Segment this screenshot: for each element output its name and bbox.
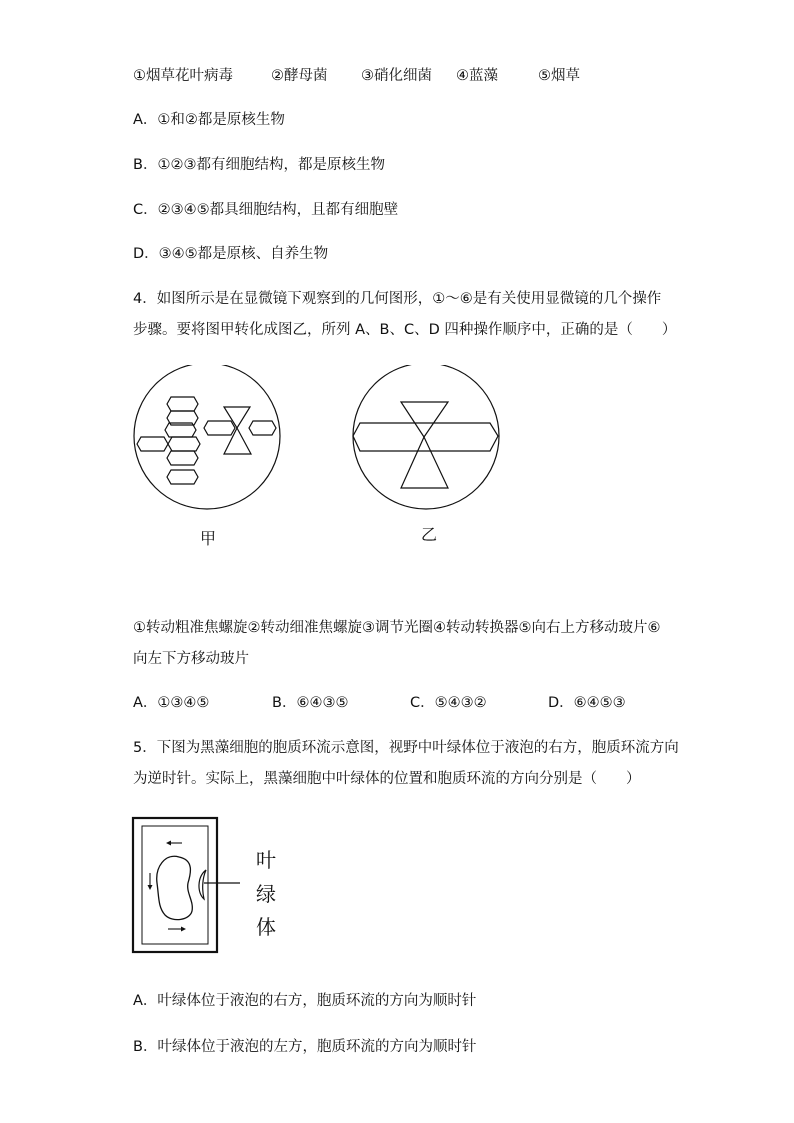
microscope-view-figure (130, 365, 510, 515)
q3-item-3: ③硝化细菌 (361, 68, 432, 84)
q4-option-d: D．⑥④⑤③ (548, 695, 626, 711)
triangle-shape (401, 402, 448, 437)
hexagon-shape (204, 421, 235, 435)
cell-wall-outer (133, 818, 217, 952)
hexagon-shape (167, 451, 198, 465)
chloroplast-label-2: 绿 (256, 882, 276, 906)
chloroplast-label-3: 体 (256, 915, 276, 939)
q4-option-c: C．⑤④③② (410, 695, 487, 711)
vacuole-shape (157, 856, 193, 919)
q3-option-c: C．②③④⑤都具细胞结构，且都有细胞壁 (133, 202, 399, 218)
q3-item-1: ①烟草花叶病毒 (133, 68, 233, 84)
hexagon-shape (249, 421, 276, 435)
hexagon-shape (167, 470, 198, 484)
q4-steps-line1: ①转动粗准焦螺旋②转动细准焦螺旋③调节光圈④转动转换器⑤向右上方移动玻片⑥ (133, 620, 661, 636)
q4-steps-line2: 向左下方移动玻片 (133, 651, 249, 667)
q3-option-a: A．①和②都是原核生物 (133, 112, 285, 128)
figure-label-jia: 甲 (200, 529, 217, 548)
figure-label-yi: 乙 (421, 525, 438, 544)
q3-item-5: ⑤烟草 (538, 68, 580, 84)
triangle-shape (224, 428, 251, 454)
triangle-shape (224, 407, 250, 428)
q4-option-b: B．⑥④③⑤ (272, 695, 349, 711)
triangle-shape (401, 437, 448, 488)
q3-item-2: ②酵母菌 (271, 68, 328, 84)
q3-option-d: D．③④⑤都是原核、自养生物 (133, 246, 329, 262)
chloroplast-label-1: 叶 (256, 848, 276, 872)
chloroplast-shape (199, 870, 206, 899)
q5-stem-line1: 5．下图为黑藻细胞的胞质环流示意图，视野中叶绿体位于液泡的右方，胞质环流方向 (133, 740, 679, 756)
hexagon-shape (167, 397, 198, 411)
q4-option-a: A．①③④⑤ (133, 695, 210, 711)
q5-stem-line2: 为逆时针。实际上，黑藻细胞中叶绿体的位置和胞质环流的方向分别是（ ） (133, 771, 641, 787)
hexagon-shape (137, 437, 168, 451)
q5-option-a: A．叶绿体位于液泡的右方，胞质环流的方向为顺时针 (133, 993, 477, 1009)
q3-item-4: ④蓝藻 (456, 68, 498, 84)
hexagon-shape (353, 423, 498, 451)
field-of-view-right (353, 365, 499, 509)
q4-stem-line1: 4．如图所示是在显微镜下观察到的几何图形，①～⑥是有关使用显微镜的几个操作 (133, 291, 662, 307)
q4-stem-line2: 步骤。要将图甲转化成图乙，所列 A、B、C、D 四种操作顺序中，正确的是（ ） (133, 322, 677, 338)
cytoplasmic-streaming-figure (130, 815, 250, 955)
q5-option-b: B．叶绿体位于液泡的左方，胞质环流的方向为顺时针 (133, 1039, 477, 1055)
hexagon-shape (168, 437, 200, 451)
q3-option-b: B．①②③都有细胞结构，都是原核生物 (133, 157, 385, 173)
